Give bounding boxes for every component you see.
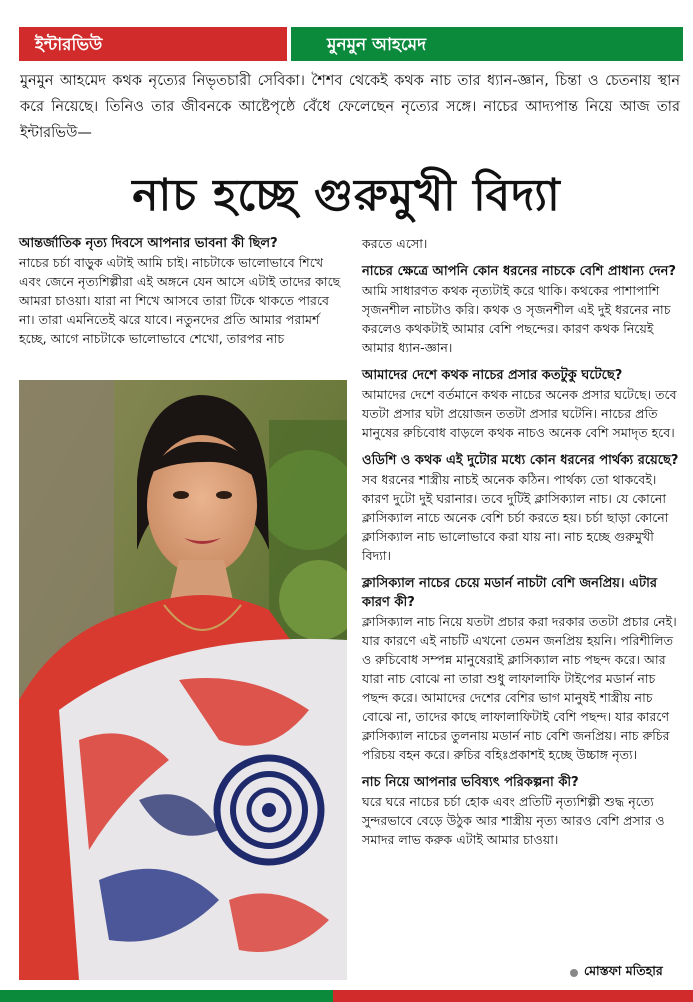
question-6: নাচ নিয়ে আপনার ভবিষ্যৎ পরিকল্পনা কী? bbox=[362, 775, 579, 790]
portrait-photo bbox=[19, 380, 347, 980]
footer-bar bbox=[0, 990, 693, 1002]
answer-1: নাচের চর্চা বাড়ুক এটাই আমি চাই। নাচটাকে ভালোভাবে শিখে এবং জেনে নৃত্যশিল্পীরা এই অঙ্গনে যেন আসে এটাই তাদের কাছে আমরা চাওয়া। যারা না শিখে আসবে তারা টিকে থাকতে পারবে না। তারা এমনিতেই ঝরে যাবে। নতুনদের প্রতি আমার পরামর্শ হচ্ছে, আগে নাচটাকে ভালোভাবে শেখো, তারপর নাচ bbox=[19, 255, 341, 346]
question-5: ক্লাসিক্যাল নাচের চেয়ে মডার্ন নাচটা বেশি জনপ্রিয়। এটার কারণ কী? bbox=[362, 576, 657, 610]
portrait-illustration bbox=[19, 380, 347, 980]
right-column bbox=[362, 234, 680, 858]
footer-bar-red-stripe bbox=[333, 990, 693, 1002]
author-name: মোস্তফা মতিহার bbox=[584, 963, 663, 978]
author-credit bbox=[570, 963, 663, 983]
intro-paragraph: মুনমুন আহমেদ কথক নৃত্যের নিভৃতচারী সেবিকা। শৈশব থেকেই কথক নাচ তার ধ্যান-জ্ঞান, চিন্তা ও চেতনায় স্থান করে নিয়েছে। তিনিও তার জীবনকে আষ্টেপৃষ্ঠে বেঁধে ফেলেছেন নৃত্যের সঙ্গে। নাচের আদ্যপান্ত নিয়ে আজ তার ইন্টারভিউ— bbox=[20, 73, 680, 141]
page-title: নাচ হচ্ছে গুরুমুখী বিদ্যা bbox=[132, 170, 561, 221]
section-header bbox=[19, 27, 683, 61]
answer-3: আমাদের দেশে বর্তমানে কথক নাচের অনেক প্রসার ঘটেছে। তবে যতটা প্রসার ঘটা প্রয়োজন ততটা প্রসার ঘটেনি। নাচের প্রতি মানুষের রুচিবোধ বাড়লে কথক নাচও অনেক বেশি সমাদৃত হবে। bbox=[362, 387, 677, 440]
question-3: আমাদের দেশে কথক নাচের প্রসার কতটুকু ঘটেছে? bbox=[362, 368, 623, 383]
answer-6: ঘরে ঘরে নাচের চর্চা হোক এবং প্রতিটি নৃত্যশিল্পী শুদ্ধ নৃত্যে সুন্দরভাবে বেড়ে উঠুক আর শাস্ত্রীয় নৃত্য আরও বেশি প্রসার ও সমাদর লাভ করুক এটাই আমার চাওয়া। bbox=[362, 794, 665, 847]
question-2: নাচের ক্ষেত্রে আপনি কোন ধরনের নাচকে বেশি প্রাধান্য দেন? bbox=[362, 264, 676, 279]
answer-5: ক্লাসিক্যাল নাচ নিয়ে যতটা প্রচার করা দরকার ততটা প্রচার নেই। যার কারণে এই নাচটি এখনো তেমন জনপ্রিয় হয়নি। পরিশীলিত ও রুচিবোধ সম্পন্ন মানুষেরাই ক্লাসিক্যাল নাচ পছন্দ করে। আর যারা নাচ বোঝে না তারা শুধু লাফালাফি টাইপের মডার্ন নাচ পছন্দ করে। আমাদের দেশের বেশির ভাগ মানুষই শাস্ত্রীয় নাচ বোঝে না, তাদের কাছে লাফালাফিটাই বেশি পছন্দ। যার কারণে ক্লাসিক্যাল নাচের তুলনায় মডার্ন নাচ বেশি জনপ্রিয়। নাচ রুচির পরিচয় বহন করে। রুচির বহিঃপ্রকাশই হচ্ছে উচ্চাঙ্গ নৃত্য। bbox=[362, 614, 677, 762]
person-name-label: মুনমুন আহমেদ bbox=[291, 27, 683, 61]
question-4: ওডিশি ও কথক এই দুটোর মধ্যে কোন ধরনের পার্থক্য রয়েছে? bbox=[362, 453, 679, 468]
question-1: আন্তর্জাতিক নৃত্য দিবসে আপনার ভাবনা কী ছিল? bbox=[19, 236, 278, 251]
left-column bbox=[19, 234, 347, 357]
answer-1-continued: করতে এসো। bbox=[362, 236, 428, 251]
answer-4: সব ধরনের শাস্ত্রীয় নাচই অনেক কঠিন। পার্থক্য তো থাকবেই। কারণ দুটো দুই ঘরানার। তবে দুটিই ক্লাসিক্যাল নাচ। যে কোনো ক্লাসিক্যাল নাচে অনেক বেশি চর্চা করতে হয়। চর্চা ছাড়া কোনো ক্লাসিক্যাল নাচ ভালোভাবে করা যায় না। নাচ হচ্ছে গুরুমুখী বিদ্যা। bbox=[362, 472, 669, 563]
bullet-icon bbox=[570, 969, 578, 977]
answer-2: আমি সাধারণত কথক নৃত্যটাই করে থাকি। কথকের পাশাপাশি সৃজনশীল নাচটাও করি। কথক ও সৃজনশীল এই দুই ধরনের নাচ করলেও কথকটাই আমার বেশি পছন্দের। কারণ কথক নিয়েই আমার ধ্যান-জ্ঞান। bbox=[362, 283, 671, 355]
section-label: ইন্টারভিউ bbox=[19, 27, 287, 61]
